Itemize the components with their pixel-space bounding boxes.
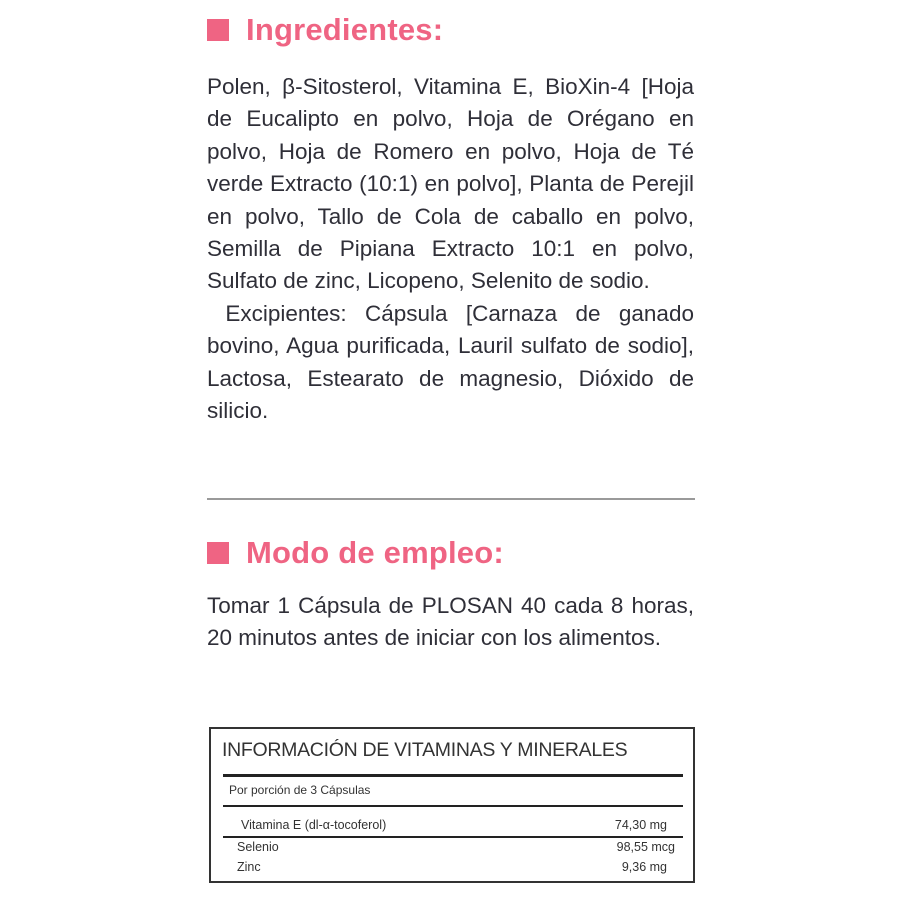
usage-heading [207, 535, 504, 571]
nutrient-value: 9,36 mg [621, 860, 667, 874]
nutrient-name: Vitamina E (dl-α-tocoferol) [241, 818, 387, 832]
section-divider [207, 498, 695, 500]
table-title: INFORMACIÓN DE VITAMINAS Y MINERALES [222, 739, 628, 761]
nutrient-value: 98,55 mcg [616, 840, 675, 854]
usage-text [207, 590, 694, 655]
table-rule [223, 805, 683, 807]
nutrient-value: 74,30 mg [614, 818, 667, 832]
nutrient-name: Selenio [237, 840, 279, 854]
excipients-list: Excipientes: Cápsula [Carnaza de ganado bovino, Agua purificada, Lauril sulfato de sodio], Lactosa, Estearato de magnesio, Dióxido de silicio. [207, 300, 701, 424]
square-bullet-icon [207, 542, 229, 564]
usage-heading-text: Modo de empleo: [246, 535, 504, 570]
table-row [237, 840, 675, 854]
ingredients-heading [207, 12, 443, 48]
nutrition-table [209, 727, 695, 883]
ingredients-text [207, 71, 701, 427]
table-rule [223, 836, 683, 838]
nutrient-name: Zinc [237, 860, 261, 874]
serving-size: Por porción de 3 Cápsulas [229, 783, 371, 797]
table-row [237, 860, 667, 874]
table-row [241, 818, 667, 832]
ingredients-list: Polen, β-Sitosterol, Vitamina E, BioXin-4 [Hoja de Eucalipto en polvo, Hoja de Orégano en polvo, Hoja de Romero en polvo, Hoja de Té verde Extracto (10:1) en polvo], Planta de Perejil en polvo, Tallo de Cola de caballo en polvo, Semilla de Pipiana Extracto 10:1 en polvo, Sulfato de zinc, Licopeno, Selenito de sodio. [207, 74, 694, 294]
usage-instructions: Tomar 1 Cápsula de PLOSAN 40 cada 8 horas, 20 minutos antes de iniciar con los alimentos. [207, 593, 694, 651]
square-bullet-icon [207, 19, 229, 41]
table-rule [223, 774, 683, 777]
ingredients-heading-text: Ingredientes: [246, 12, 444, 47]
